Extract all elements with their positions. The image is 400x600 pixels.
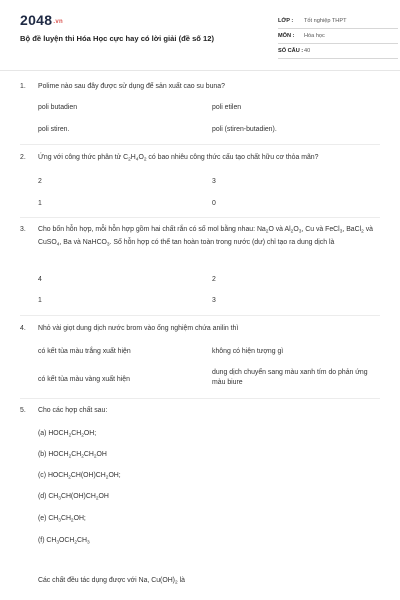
question-text: Cho các hợp chất sau: [38,407,108,414]
option-a[interactable]: có kết tủa màu trắng xuất hiện [38,348,131,355]
option-c[interactable]: 1 [38,200,42,207]
site-logo[interactable]: $2048_{.vn}$ [20,12,63,28]
meta-table [278,14,398,59]
meta-row-subject [278,29,398,44]
question-divider [20,315,380,316]
option-d[interactable]: dung dịch chuyển sang màu xanh tím do phản ứng màu biure [212,369,368,386]
compound-b: (b) $HOCH_2CH_2CH_2OH$ [38,451,107,460]
option-b[interactable]: không có hiện tượng gì [212,348,284,355]
option-c[interactable]: 1 [38,297,42,304]
header-divider [0,70,400,71]
question-text: Polime nào sau đây được sử dụng để sản xuất cao su buna? [38,83,225,90]
option-a[interactable]: 2 [38,178,42,185]
question-footer: Các chất đều tác dụng được với Na, $Cu(OH)_2$ là [38,577,185,586]
question-divider [20,144,380,145]
question-number: 2. [20,154,26,161]
compound-f: (f) $CH_3OCH_2CH_3$ [38,537,90,546]
question-number: 4. [20,325,26,332]
option-a[interactable]: poli butadien [38,104,78,111]
option-b[interactable]: poli etilen [212,104,242,111]
option-d[interactable]: 0 [212,200,216,207]
meta-key: SỐ CÂU : [278,48,304,54]
option-b[interactable]: 3 [212,178,216,185]
option-a[interactable]: 4 [38,276,42,283]
document-title: Bộ đề luyện thi Hóa Học cực hay có lời giải (đề số 12) [20,34,215,43]
compound-d: (d) $CH_3CH(OH)CH_2OH$ [38,493,109,502]
meta-value: Hóa học [304,33,325,39]
question-text: Nhỏ vài giọt dung dịch nước brom vào ống nghiệm chứa anilin thì [38,325,239,332]
question-text: Ứng với công thức phân tử $C_2H_4O_2$ có bao nhiêu công thức cấu tạo chất hữu cơ thỏa mãn? [38,154,319,163]
meta-value: Tốt nghiệp THPT [304,18,347,24]
question-divider [20,398,380,399]
meta-key: MÔN : [278,33,295,39]
question-number: 1. [20,83,26,90]
question-text: Cho bốn hỗn hợp, mỗi hỗn hợp gồm hai chất rắn có số mol bằng nhau: $Na_2O$ và $Al_2O_3$, Cu và FeCl$_3$, BaCl$_2$ và CuSO$_4$, Ba và NaHCO$_3$. Số hỗn hợp có thể tan hoàn toàn trong nước (dư) chỉ tạo ra dung dịch là [38,226,373,248]
meta-row-count [278,44,398,59]
question-number: 3. [20,226,26,233]
option-d[interactable]: poli (stiren-butadien). [212,126,277,133]
meta-key: LỚP : [278,18,294,24]
compound-a: (a) $HOCH_2CH_2OH$; [38,430,97,439]
compound-e: (e) $CH_3CH_2OH$; [38,515,86,524]
question-number: 5. [20,407,26,414]
compound-c: (c) $HOCH_2CH(OH)CH_2OH$; [38,472,121,481]
option-b[interactable]: 2 [212,276,216,283]
option-c[interactable]: poli stiren. [38,126,70,133]
logo-suffix: .vn [53,19,63,25]
page-header [20,12,382,60]
meta-row-grade [278,14,398,29]
option-c[interactable]: có kết tủa màu vàng xuất hiện [38,376,130,383]
option-d[interactable]: 3 [212,297,216,304]
meta-value: 40 [304,48,311,54]
question-divider [20,217,380,218]
